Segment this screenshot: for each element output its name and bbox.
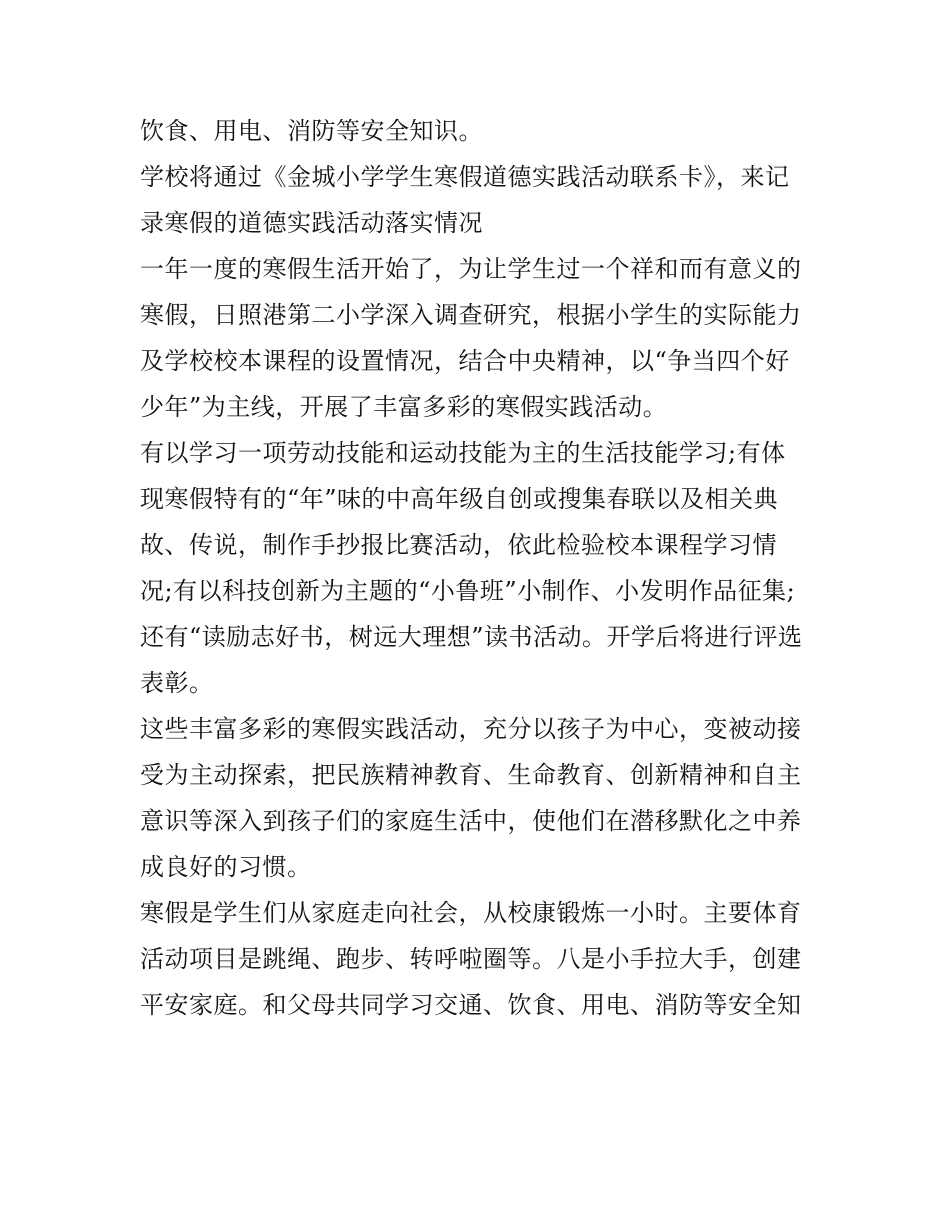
text-line: 故、传说，制作手抄报比赛活动，依此检验校本课程学习情 xyxy=(140,531,777,559)
text-line: 平安家庭。和父母共同学习交通、饮食、用电、消防等安全知 xyxy=(140,991,802,1019)
text-line: 及学校校本课程的设置情况，结合中央精神，以“争当四个好 xyxy=(140,347,790,375)
text-line: 学校将通过《金城小学学生寒假道德实践活动联系卡》，来记 xyxy=(140,163,790,191)
text-line: 还有“读励志好书，树远大理想”读书活动。开学后将进行评选 xyxy=(140,623,803,651)
text-line: 表彰。 xyxy=(140,669,214,697)
text-line: 这些丰富多彩的寒假实践活动，充分以孩子为中心，变被动接 xyxy=(140,715,802,743)
text-line: 现寒假特有的“年”味的中高年级自创或搜集春联以及相关典 xyxy=(140,485,779,513)
document-body xyxy=(140,108,820,1028)
text-line: 寒假是学生们从家庭走向社会，从校康锻炼一小时。主要体育 xyxy=(140,899,802,927)
text-line: 少年”为主线，开展了丰富多彩的寒假实践活动。 xyxy=(140,393,668,421)
text-line: 成良好的习惯。 xyxy=(140,853,312,881)
text-line: 意识等深入到孩子们的家庭生活中，使他们在潜移默化之中养 xyxy=(140,807,802,835)
text-line: 况;有以科技创新为主题的“小鲁班”小制作、小发明作品征集; xyxy=(140,577,796,605)
text-line: 受为主动探索，把民族精神教育、生命教育、创新精神和自主 xyxy=(140,761,802,789)
text-line: 寒假，日照港第二小学深入调查研究，根据小学生的实际能力 xyxy=(140,301,802,329)
text-line: 饮食、用电、消防等安全知识。 xyxy=(140,117,483,145)
text-line: 录寒假的道德实践活动落实情况 xyxy=(140,209,483,237)
text-line: 活动项目是跳绳、跑步、转呼啦圈等。八是小手拉大手，创建 xyxy=(140,945,802,973)
text-line: 有以学习一项劳动技能和运动技能为主的生活技能学习;有体 xyxy=(140,439,786,467)
text-line: 一年一度的寒假生活开始了，为让学生过一个祥和而有意义的 xyxy=(140,255,802,283)
